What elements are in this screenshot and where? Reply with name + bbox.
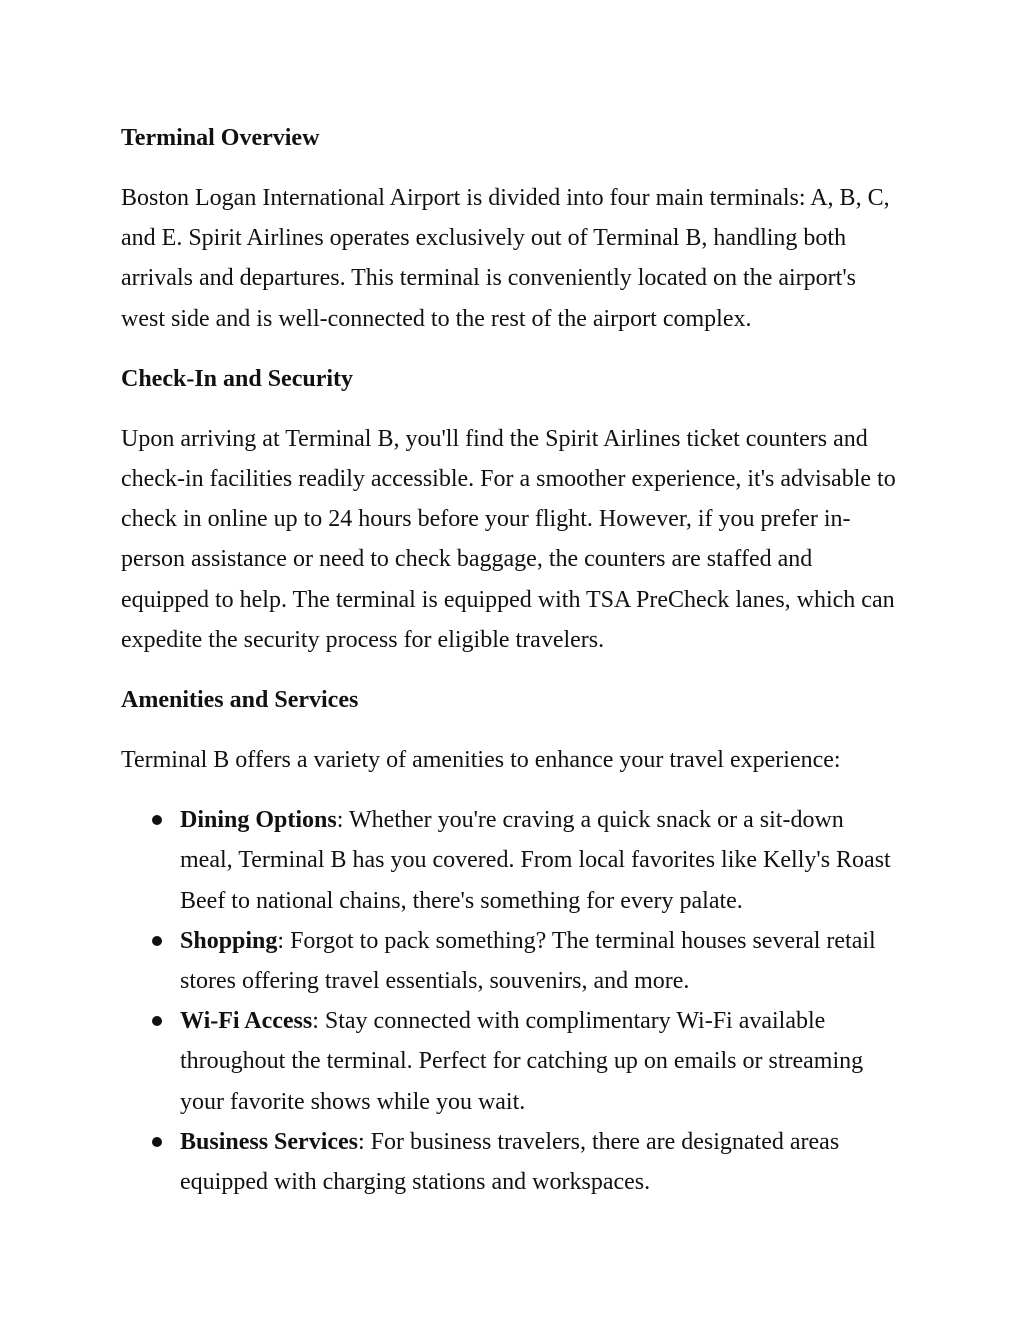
bullet-icon <box>152 1137 162 1147</box>
list-item-dining-options <box>180 800 901 921</box>
list-item-text: : Whether you're craving a quick snack or a sit-down meal, Terminal B has you covered. From local favorites like Kelly's Roast Beef to national chains, there's something for every palate. <box>180 807 891 914</box>
list-item-text: : For business travelers, there are designated areas equipped with charging stations and workspaces. <box>180 1128 840 1196</box>
list-item-text: : Stay connected with complimentary Wi-Fi available throughout the terminal. Perfect for catching up on emails or streaming your favorite shows while you wait. <box>180 1008 864 1115</box>
bullet-icon <box>152 815 162 825</box>
list-item-title: Shopping <box>180 927 278 954</box>
list-item-text: : Forgot to pack something? The terminal houses several retail stores offering travel essentials, souvenirs, and more. <box>180 927 876 995</box>
list-item-title: Business Services <box>180 1128 359 1155</box>
list-item-title: Dining Options <box>180 807 337 834</box>
paragraph-check-in-security: Upon arriving at Terminal B, you'll find the Spirit Airlines ticket counters and check-in facilities readily accessible. For a smoother experience, it's advisable to check in online up to 24 hours before your flight. However, if you prefer in-person assistance or need to check baggage, the counters are staffed and equipped to help. The terminal is equipped with TSA PreCheck lanes, which can expedite the security process for eligible travelers. <box>121 425 896 653</box>
heading-amenities-services: Amenities and Services <box>121 687 359 714</box>
list-item-business-services <box>180 1122 901 1202</box>
bullet-icon <box>152 1016 162 1026</box>
list-item-wifi-access <box>180 1001 901 1122</box>
heading-check-in-security: Check-In and Security <box>121 365 354 392</box>
paragraph-terminal-overview: Boston Logan International Airport is divided into four main terminals: A, B, C, and E. Spirit Airlines operates exclusively out of Terminal B, handling both arrivals and departures. This terminal is conveniently located on the airport's west side and is well-connected to the rest of the airport complex. <box>121 185 890 332</box>
heading-terminal-overview: Terminal Overview <box>121 125 320 151</box>
list-item-shopping <box>180 921 901 1001</box>
list-item-title: Wi-Fi Access <box>180 1008 313 1035</box>
bullet-icon <box>152 936 162 946</box>
document-body <box>121 118 901 1202</box>
paragraph-amenities-intro: Terminal B offers a variety of amenities to enhance your travel experience: <box>121 747 841 774</box>
amenities-list <box>121 800 901 1202</box>
